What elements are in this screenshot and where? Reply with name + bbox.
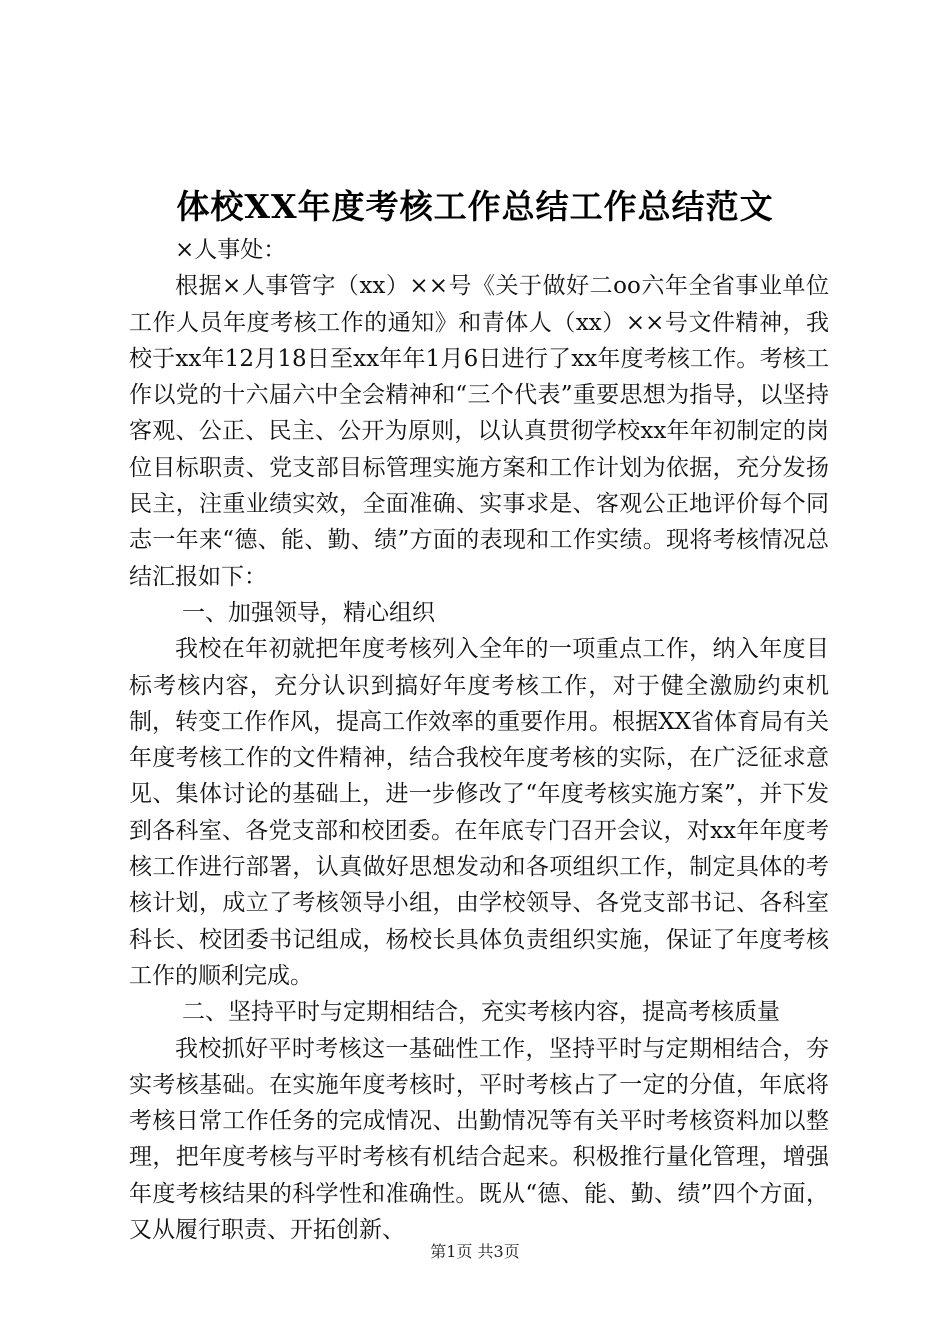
page-number: 第1页 共3页 <box>430 1242 520 1261</box>
section-heading-1: 一、加强领导，精心组织 <box>182 599 435 626</box>
paragraph-section-1: 我校在年初就把年度考核列入全年的一项重点工作，纳入年度目标考核内容，充分认识到搞好年度考核工作，对于健全激励约束机制，转变工作作风，提高工作效率的重要作用。根据XX省体育局有关年度考核工作的文件精神，结合我校年度考核的实际，在广泛征求意见、集体讨论的基础上，进一步修改了“年度考核实施方案”，并下发到各科室、各党支部和校团委。在年底专门召开会议，对xx年年度考核工作进行部署，认真做好思想发动和各项组织工作，制定具体的考核计划，成立了考核领导小组，由学校领导、各党支部书记、各科室科长、校团委书记组成，杨校长具体负责组织实施，保证了年度考核工作的顺利完成。 <box>129 636 829 989</box>
section-heading-2: 二、坚持平时与定期相结合，充实考核内容，提高考核质量 <box>182 999 780 1026</box>
document-title: 体校XX年度考核工作总结工作总结范文 <box>176 187 774 226</box>
paragraph-section-2: 我校抓好平时考核这一基础性工作，坚持平时与定期相结合，夯实考核基础。在实施年度考核时，平时考核占了一定的分值，年底将考核日常工作任务的完成情况、出勤情况等有关平时考核资料加以整理，把年度考核与平时考核有机结合起来。积极推行量化管理，增强年度考核结果的科学性和准确性。既从“德、能、勤、绩”四个方面，又从履行职责、开拓创新、 <box>129 1035 829 1244</box>
paragraph-intro: 根据×人事管字（xx）××号《关于做好二oo六年全省事业单位工作人员年度考核工作的通知》和青体人（xx）××号文件精神，我校于xx年12月18日至xx年年1月6日进行了xx年度考核工作。考核工作以党的十六届六中全会精神和“三个代表”重要思想为指导，以坚持客观、公正、民主、公开为原则，以认真贯彻学校xx年年初制定的岗位目标职责、党支部目标管理实施方案和工作计划为依据，充分发扬民主，注重业绩实效，全面准确、实事求是、客观公正地评价每个同志一年来“德、能、勤、绩”方面的表现和工作实绩。现将考核情况总结汇报如下： <box>129 273 829 590</box>
salutation: ×人事处： <box>175 237 287 263</box>
document-body <box>129 232 829 1248</box>
